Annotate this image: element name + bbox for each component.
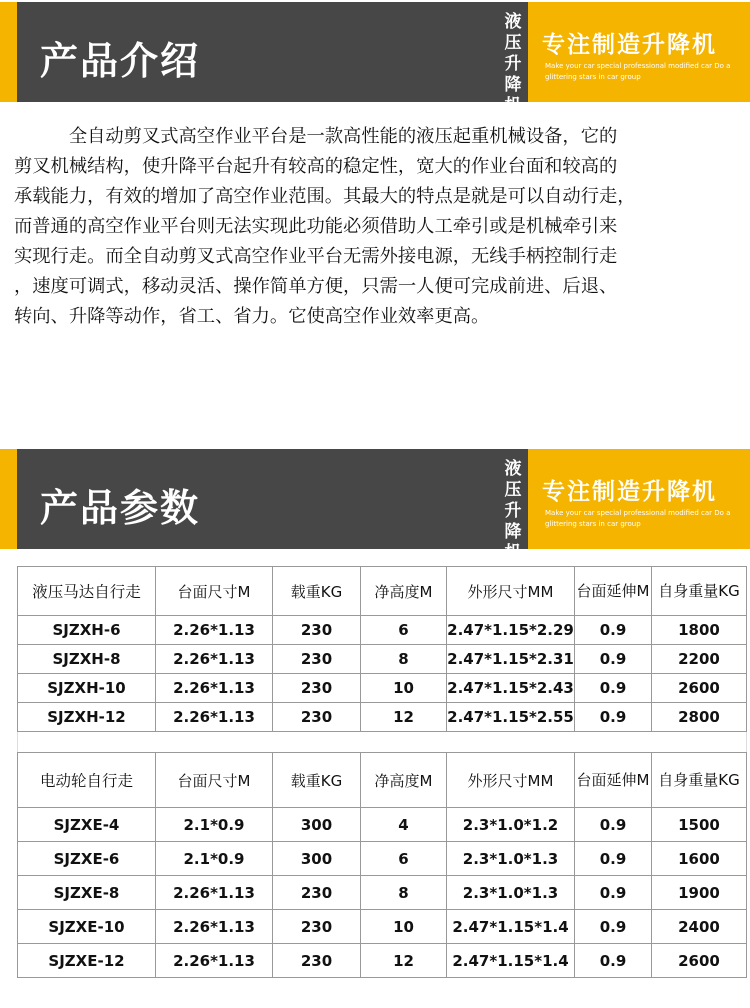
table-cell: 230 — [273, 674, 361, 703]
table-cell: 230 — [273, 876, 361, 910]
banner-slogan: 专注制造升降机 — [542, 479, 717, 505]
table-cell: 2800 — [652, 703, 747, 732]
table-cell: 10 — [361, 674, 447, 703]
table-cell: 230 — [273, 703, 361, 732]
table-cell: 2.26*1.13 — [156, 876, 273, 910]
table-cell: 2.47*1.15*2.55 — [447, 703, 575, 732]
table-cell: 2.26*1.13 — [156, 674, 273, 703]
header-cell: 台面尺寸M — [156, 753, 273, 808]
table-cell: 0.9 — [575, 703, 652, 732]
table-row — [18, 876, 747, 910]
table-cell: 300 — [273, 842, 361, 876]
header-cell: 净高度M — [361, 567, 447, 616]
banner-small-text: Make your car special professional modified car Do a glittering stars in car group — [545, 62, 731, 81]
table-cell: 2.3*1.0*1.3 — [447, 842, 575, 876]
section-title: 产品介绍 — [40, 39, 201, 83]
table-cell: 2.26*1.13 — [156, 703, 273, 732]
table-cell: 2200 — [652, 645, 747, 674]
table-cell: 2.3*1.0*1.2 — [447, 808, 575, 842]
table-cell: 2.47*1.15*2.43 — [447, 674, 575, 703]
banner-vertical-text: 液压升降机 — [504, 459, 522, 563]
table-cell: SJZXE-4 — [18, 808, 156, 842]
table-row — [18, 808, 747, 842]
table-row — [18, 842, 747, 876]
table-cell: 230 — [273, 616, 361, 645]
table-cell: SJZXH-10 — [18, 674, 156, 703]
table-cell: 6 — [361, 616, 447, 645]
header-cell: 自身重量KG — [652, 753, 747, 808]
table-cell: 230 — [273, 944, 361, 978]
table-row — [18, 910, 747, 944]
table-cell: 2.26*1.13 — [156, 910, 273, 944]
table-cell: 2.47*1.15*1.4 — [447, 910, 575, 944]
table-cell: 0.9 — [575, 910, 652, 944]
table-cell: 1600 — [652, 842, 747, 876]
table-cell: 8 — [361, 645, 447, 674]
table-cell: 0.9 — [575, 808, 652, 842]
table-header-row — [18, 567, 747, 616]
header-cell: 载重KG — [273, 753, 361, 808]
table-cell: 2.47*1.15*2.29 — [447, 616, 575, 645]
category-cell: 电动轮自行走 — [18, 753, 156, 808]
section-banner-intro — [0, 2, 750, 116]
table-cell: 230 — [273, 645, 361, 674]
section-banner-params — [0, 449, 750, 563]
table-cell: 0.9 — [575, 944, 652, 978]
table-cell: 6 — [361, 842, 447, 876]
table-cell: 0.9 — [575, 674, 652, 703]
table-spacer-row — [18, 732, 747, 753]
header-cell: 载重KG — [273, 567, 361, 616]
header-cell: 台面尺寸M — [156, 567, 273, 616]
table-cell: 2600 — [652, 944, 747, 978]
table-cell: 12 — [361, 944, 447, 978]
header-cell: 外形尺寸MM — [447, 567, 575, 616]
table-cell: 2.26*1.13 — [156, 645, 273, 674]
table-cell: 0.9 — [575, 876, 652, 910]
table-cell: 2400 — [652, 910, 747, 944]
table-cell: 2.3*1.0*1.3 — [447, 876, 575, 910]
table-cell: 2.26*1.13 — [156, 616, 273, 645]
table-cell: 12 — [361, 703, 447, 732]
header-cell: 外形尺寸MM — [447, 753, 575, 808]
table-cell: 1900 — [652, 876, 747, 910]
table-row — [18, 645, 747, 674]
table-cell: 0.9 — [575, 842, 652, 876]
table-cell: 2.26*1.13 — [156, 944, 273, 978]
banner-accent-left — [0, 2, 17, 102]
table-cell: SJZXH-12 — [18, 703, 156, 732]
table-cell: SJZXE-12 — [18, 944, 156, 978]
table-row — [18, 616, 747, 645]
table-cell: 10 — [361, 910, 447, 944]
table-row — [18, 703, 747, 732]
banner-accent-left — [0, 449, 17, 549]
banner-slogan: 专注制造升降机 — [542, 32, 717, 58]
section-title: 产品参数 — [40, 486, 201, 530]
banner-small-text: Make your car special professional modified car Do a glittering stars in car group — [545, 509, 731, 528]
category-cell: 液压马达自行走 — [18, 567, 156, 616]
table-cell: SJZXE-8 — [18, 876, 156, 910]
header-cell: 台面延伸M — [575, 753, 652, 808]
table-cell: 4 — [361, 808, 447, 842]
table-cell: SJZXE-10 — [18, 910, 156, 944]
table-cell: SJZXH-8 — [18, 645, 156, 674]
header-cell: 自身重量KG — [652, 567, 747, 616]
table-cell: 0.9 — [575, 616, 652, 645]
table-cell: 300 — [273, 808, 361, 842]
table-row — [18, 944, 747, 978]
table-cell: 2.1*0.9 — [156, 808, 273, 842]
table-cell: 8 — [361, 876, 447, 910]
table-cell: SJZXE-6 — [18, 842, 156, 876]
table-cell: 230 — [273, 910, 361, 944]
table-cell: SJZXH-6 — [18, 616, 156, 645]
banner-vertical-text: 液压升降机 — [504, 12, 522, 116]
intro-paragraph: 全自动剪叉式高空作业平台是一款高性能的液压起重机械设备，它的 剪叉机械结构，使升降平台起升有较高的稳定性，宽大的作业台面和较高的 承载能力，有效的增加了高空作业范围。其最大的特点是就是可以自动行走， 而普通的高空作业平台则无法实现此功能必须借助人工牵引或是机械牵引来 实现行走。而全自动剪叉式高空作业平台无需外接电源，无线手柄控制行走 ，速度可调式，移动灵活、操作简单方便，只需一人便可完成前进、后退、 转向、升降等动作，省工、省力。它使高空作业效率更高。 — [14, 126, 636, 327]
header-cell: 净高度M — [361, 753, 447, 808]
spec-table — [17, 566, 746, 986]
header-cell: 台面延伸M — [575, 567, 652, 616]
table-cell: 2600 — [652, 674, 747, 703]
table-cell: 2.47*1.15*2.31 — [447, 645, 575, 674]
table-row — [18, 674, 747, 703]
table-cell: 2.47*1.15*1.4 — [447, 944, 575, 978]
table-cell: 1500 — [652, 808, 747, 842]
table-cell: 1800 — [652, 616, 747, 645]
table-cell: 2.1*0.9 — [156, 842, 273, 876]
table-header-row — [18, 753, 747, 808]
spacer-cell — [18, 732, 747, 753]
table-cell: 0.9 — [575, 645, 652, 674]
